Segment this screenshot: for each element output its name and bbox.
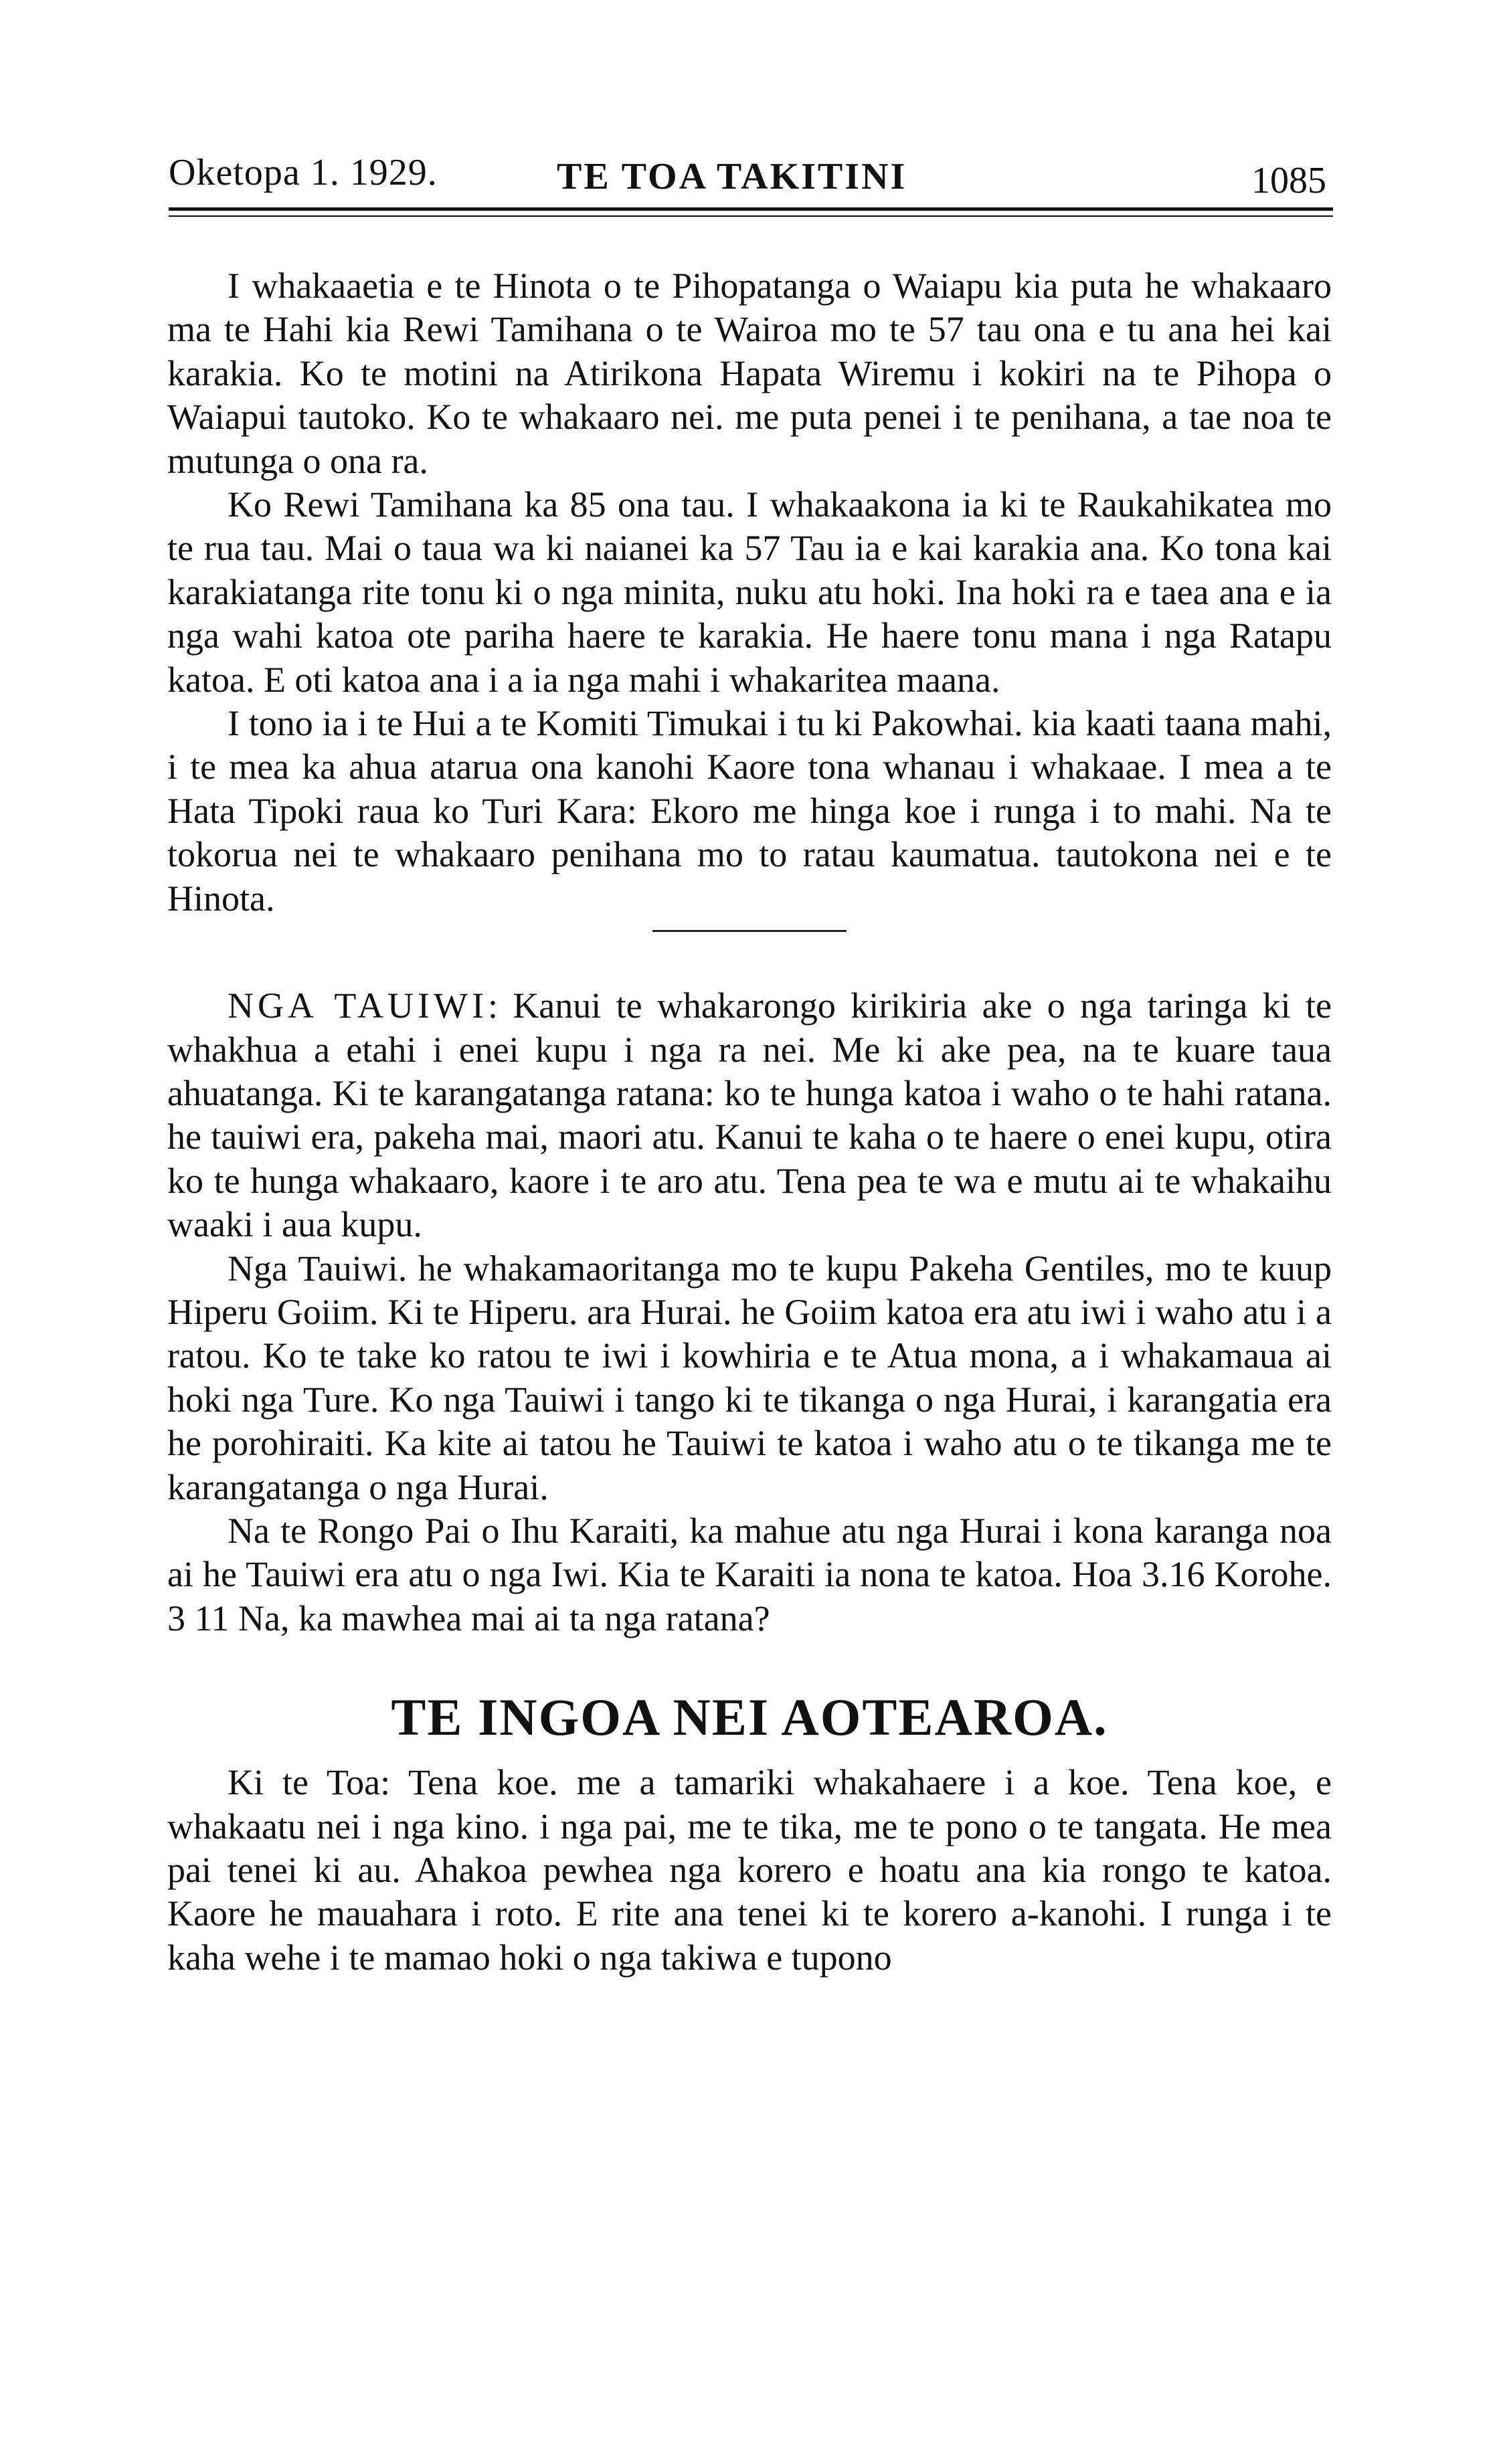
paragraph-tauiwi-3: Na te Rongo Pai o Ihu Karaiti, ka mahue atu nga Hurai i kona karanga noa ai he Tauiwi era atu o nga Iwi. Kia te Karaiti ia nona te katoa. Hoa 3.16 Korohe. 3 11 Na, ka mawhea mai ai ta nga ratana? bbox=[167, 1510, 1332, 1638]
section-divider bbox=[652, 930, 847, 932]
article-body bbox=[167, 264, 1332, 1980]
publication-title: TE TOA TAKITINI bbox=[557, 156, 907, 197]
section-gap bbox=[167, 1640, 1332, 1681]
paragraph-tauiwi-1 bbox=[167, 984, 1332, 1246]
tauiwi-p1-text: : Kanui te whakarongo kirikiria ake o nga taringa ki te whakhua a etahi i enei kupu i nga ra nei. Me ki ake pea, na te kuare taua ahuatanga. Ki te karangatanga ratana: ko te hunga katoa i waho o te hahi ratana. he tauiwi era, pakeha mai, maori atu. Kanui te kaha o te haere o enei kupu, otira ko te hunga whakaaro, kaore i te aro atu. Tena pea te wa e mutu ai te whakaihu waaki i aua kupu. bbox=[167, 985, 1332, 1245]
header-rule-thick bbox=[169, 207, 1333, 211]
page-number: 1085 bbox=[1251, 160, 1326, 201]
paragraph-rewi-request: I tono ia i te Hui a te Komiti Timukai i tu ki Pakowhai. kia kaati taana mahi, i te mea ka ahua atarua ona kanohi Kaore tona whanau i whakaae. I mea a te Hata Tipoki raua ko Turi Kara: Ekoro me hinga koe i runga i to mahi. Na te tokorua nei te whakaaro penihana mo to ratau kaumatua. tautokona nei e te Hinota. bbox=[167, 703, 1332, 919]
paragraph-rewi-age: Ko Rewi Tamihana ka 85 ona tau. I whakaakona ia ki te Raukahikatea mo te rua tau. Mai o taua wa ki naianei ka 57 Tau ia e kai karakia ana. Ko tona kai karakiatanga rite tonu ki o nga minita, nuku atu hoki. Ina hoki ra e taea ana e ia nga wahi katoa ote pariha haere te karakia. He haere tonu mana i nga Ratapu katoa. E oti katoa ana i a ia nga mahi i whakaritea maana. bbox=[167, 484, 1332, 700]
article-heading-aotearoa: TE INGOA NEI AOTEAROA. bbox=[391, 1688, 1108, 1747]
page-header bbox=[169, 146, 1333, 199]
issue-date: Oketopa 1. 1929. bbox=[169, 152, 438, 193]
paragraph-rewi-pension: I whakaaetia e te Hinota o te Pihopatanga o Waiapu kia puta he whakaaro ma te Hahi kia Rewi Tamihana o te Wairoa mo te 57 tau ona e tu ana hei kai karakia. Ko te motini na Atirikona Hapata Wiremu i kokiri na te Pihopa o Waiapui tautoko. Ko te whakaaro nei. me puta penei i te penihana, a tae noa te mutunga o ona ra. bbox=[167, 266, 1332, 481]
paragraph-aotearoa-1: Ki te Toa: Tena koe. me a tamariki whakahaere i a koe. Tena koe, e whakaatu nei i nga kino. i nga pai, me te tika, me te pono o te tangata. He mea pai tenei ki au. Ahakoa pewhea nga korero e hoatu ana kia rongo te katoa. Kaore he mauahara i roto. E rite ana tenei ki te korero a-kanohi. I runga i te kaha wehe i te mamao hoki o nga takiwa e tupono bbox=[167, 1762, 1332, 1978]
paragraph-tauiwi-2: Nga Tauiwi. he whakamaoritanga mo te kupu Pakeha Gentiles, mo te kuup Hiperu Goiim. Ki te Hiperu. ara Hurai. he Goiim katoa era atu iwi i waho atu i a ratou. Ko te take ko ratou te iwi i kowhiria e te Atua mona, a i whakamaua ai hoki nga Ture. Ko nga Tauiwi i tango ki te tikanga o nga Hurai, i karangatia era he porohiraiti. Ka kite ai tatou he Tauiwi te katoa i waho atu o te tikanga me te karangatanga o nga Hurai. bbox=[167, 1248, 1332, 1507]
tauiwi-label: NGA TAUIWI bbox=[228, 985, 488, 1026]
header-rule-thin bbox=[169, 215, 1333, 217]
